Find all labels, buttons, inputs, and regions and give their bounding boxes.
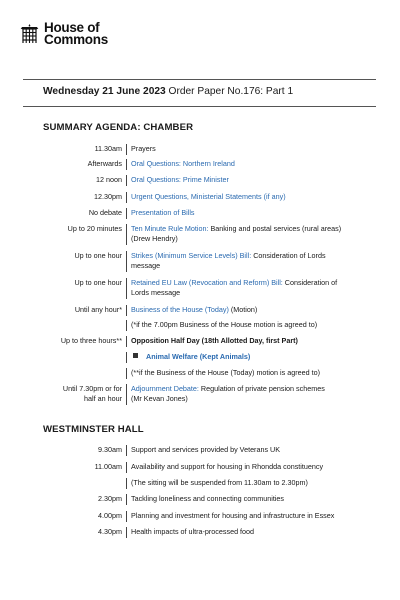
agenda-note bbox=[126, 368, 376, 379]
agenda-time: Up to one hour bbox=[74, 251, 122, 260]
agenda-link-strikes-bill[interactable]: Strikes (Minimum Service Levels) Bill: bbox=[131, 251, 252, 260]
agenda-link-retained-eu-law-bill[interactable]: Retained EU Law (Revocation and Reform) Bill: bbox=[131, 278, 283, 287]
agenda-row bbox=[0, 251, 326, 270]
agenda-link-business-of-the-house[interactable]: Business of the House (Today) bbox=[131, 305, 229, 314]
heading-rule bbox=[23, 106, 376, 107]
agenda-item bbox=[126, 494, 376, 505]
agenda-item bbox=[126, 462, 376, 473]
agenda-item bbox=[126, 352, 376, 363]
agenda-item bbox=[126, 159, 376, 170]
agenda-text: Prayers bbox=[131, 144, 156, 153]
westminster-hall-section-title: WESTMINSTER HALL bbox=[43, 424, 144, 435]
agenda-link-presentation-of-bills[interactable]: Presentation of Bills bbox=[131, 208, 195, 217]
agenda-text: (Motion) bbox=[228, 305, 258, 314]
agenda-item bbox=[126, 278, 376, 299]
agenda-text: Banking and postal services (rural areas) bbox=[208, 224, 342, 233]
logo-line-2: Commons bbox=[44, 32, 108, 47]
agenda-time: Until any hour* bbox=[74, 305, 122, 314]
agenda-text: Availability and support for housing in Rhondda constituency bbox=[131, 462, 324, 471]
agenda-time-line-2: half an hour bbox=[84, 394, 122, 403]
agenda-note-text: (**if the Business of the House (Today) motion is agreed to) bbox=[131, 368, 320, 377]
agenda-link-pmqs[interactable]: Oral Questions: Prime Minister bbox=[131, 175, 229, 184]
agenda-item bbox=[126, 175, 376, 186]
agenda-item bbox=[126, 511, 376, 522]
agenda-link-urgent-questions[interactable]: Urgent Questions, Ministerial Statements (if any) bbox=[131, 192, 286, 201]
agenda-row bbox=[0, 144, 156, 154]
agenda-item bbox=[126, 144, 376, 155]
agenda-text: (Mr Kevan Jones) bbox=[131, 394, 188, 403]
agenda-link-animal-welfare[interactable]: Animal Welfare (Kept Animals) bbox=[146, 352, 251, 361]
agenda-item bbox=[126, 445, 376, 456]
agenda-link-ten-minute-rule[interactable]: Ten Minute Rule Motion: bbox=[131, 224, 209, 233]
top-rule bbox=[23, 79, 376, 80]
agenda-item bbox=[126, 192, 376, 203]
logo-line-1: House of bbox=[44, 20, 100, 35]
agenda-time: 4.00pm bbox=[98, 511, 122, 520]
order-date: Wednesday 21 June 2023 bbox=[43, 86, 166, 97]
agenda-time: 12.30pm bbox=[94, 192, 122, 201]
house-of-commons-logo bbox=[20, 22, 108, 46]
agenda-link-adjournment-debate[interactable]: Adjournment Debate: bbox=[131, 384, 199, 393]
order-paper-heading bbox=[43, 86, 293, 97]
agenda-text: message bbox=[131, 261, 161, 270]
agenda-row bbox=[0, 208, 195, 218]
agenda-time: Up to one hour bbox=[74, 278, 122, 287]
agenda-row bbox=[0, 336, 298, 346]
agenda-row bbox=[0, 192, 286, 202]
agenda-row bbox=[0, 462, 324, 472]
agenda-row bbox=[0, 494, 285, 504]
agenda-time: 9.30am bbox=[98, 445, 122, 454]
agenda-text: Support and services provided by Veterans UK bbox=[131, 445, 281, 454]
opposition-day-heading: Opposition Half Day (18th Allotted Day, first Part) bbox=[131, 336, 298, 345]
agenda-row bbox=[0, 175, 229, 185]
agenda-text: Planning and investment for housing and infrastructure in Essex bbox=[131, 511, 335, 520]
agenda-text: Health impacts of ultra-processed food bbox=[131, 527, 255, 536]
agenda-text: Consideration of Lords bbox=[251, 251, 326, 260]
agenda-row bbox=[0, 159, 235, 169]
agenda-text: (Drew Hendry) bbox=[131, 234, 178, 243]
agenda-row bbox=[0, 511, 335, 521]
agenda-item bbox=[126, 384, 376, 405]
portcullis-icon bbox=[20, 23, 39, 45]
agenda-row bbox=[0, 384, 325, 404]
agenda-time: Up to three hours** bbox=[60, 336, 122, 345]
agenda-row bbox=[0, 224, 342, 243]
chamber-section-title: SUMMARY AGENDA: CHAMBER bbox=[43, 122, 194, 133]
agenda-text: Regulation of private pension schemes bbox=[198, 384, 325, 393]
agenda-text: Lords message bbox=[131, 288, 181, 297]
agenda-item bbox=[126, 336, 376, 347]
agenda-item bbox=[126, 305, 376, 316]
agenda-item bbox=[126, 224, 376, 245]
agenda-text: Consideration of bbox=[282, 278, 338, 287]
agenda-time: Afterwards bbox=[87, 159, 122, 168]
agenda-time bbox=[0, 384, 122, 404]
agenda-time-line-1: Until 7.30pm or for bbox=[62, 384, 122, 393]
agenda-time: 4.30pm bbox=[98, 527, 122, 536]
agenda-time: 11.30am bbox=[94, 144, 122, 153]
agenda-item bbox=[126, 251, 376, 272]
square-bullet-icon bbox=[133, 353, 138, 358]
agenda-link-oral-questions-ni[interactable]: Oral Questions: Northern Ireland bbox=[131, 159, 235, 168]
order-paper-number: Order Paper No.176: Part 1 bbox=[165, 86, 294, 97]
agenda-row bbox=[0, 305, 258, 315]
agenda-note-text: (*if the 7.00pm Business of the House motion is agreed to) bbox=[131, 320, 318, 329]
agenda-note bbox=[126, 320, 376, 331]
agenda-text: Tackling loneliness and connecting communities bbox=[131, 494, 285, 503]
agenda-time: No debate bbox=[88, 208, 122, 217]
agenda-time: Up to 20 minutes bbox=[67, 224, 122, 233]
agenda-time: 11.00am bbox=[94, 462, 122, 471]
agenda-item bbox=[126, 527, 376, 538]
agenda-time: 12 noon bbox=[96, 175, 122, 184]
agenda-row bbox=[0, 445, 281, 455]
agenda-note-text: (The sitting will be suspended from 11.30am to 2.30pm) bbox=[131, 478, 308, 487]
agenda-row bbox=[0, 278, 338, 297]
agenda-row bbox=[0, 527, 255, 537]
agenda-item bbox=[126, 208, 376, 219]
agenda-note bbox=[126, 478, 376, 489]
agenda-time: 2.30pm bbox=[98, 494, 122, 503]
